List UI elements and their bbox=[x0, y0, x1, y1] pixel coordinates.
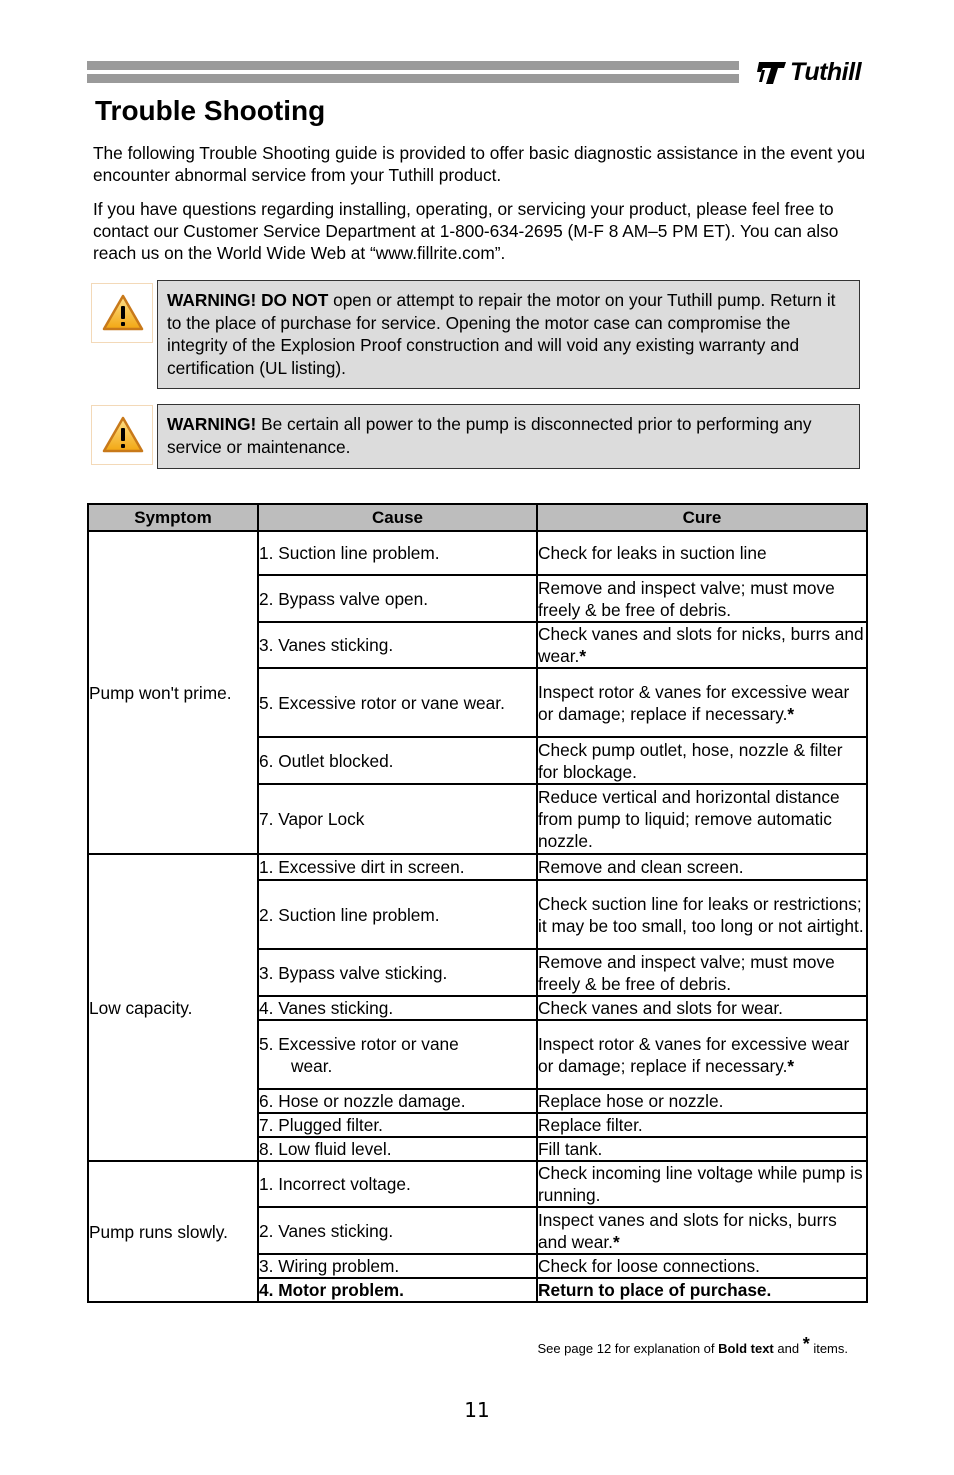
cure-text: Inspect vanes and slots for nicks, burrs and wear. bbox=[538, 1209, 837, 1252]
intro-paragraph-2: If you have questions regarding installing, operating, or servicing your product, please feel free to contact our Customer Service Department at 1-800-634-2695 (M-F 8 AM–5 PM ET). You can also reach us on the World Wide Web at “www.fillrite.com”. bbox=[93, 199, 839, 263]
cause-cell: 6. Hose or nozzle damage. bbox=[258, 1089, 537, 1113]
asterisk-mark: * bbox=[579, 646, 587, 666]
page-title: Trouble Shooting bbox=[95, 95, 326, 126]
warning-box-motor bbox=[157, 280, 860, 389]
cause-cell: 4. Vanes sticking. bbox=[258, 996, 537, 1020]
warning-icon-frame-2 bbox=[91, 405, 153, 465]
warning-lead: WARNING! bbox=[167, 414, 257, 434]
cause-cell: 1. Suction line problem. bbox=[258, 531, 537, 575]
cure-cell bbox=[537, 1020, 867, 1089]
cause-text-continued: wear. bbox=[291, 1055, 333, 1076]
footnote-bold: Bold text bbox=[718, 1341, 774, 1356]
cure-cell bbox=[537, 668, 867, 737]
cause-cell: 3. Wiring problem. bbox=[258, 1254, 537, 1278]
cure-cell: Reduce vertical and horizontal distance from pump to liquid; remove automatic nozzle. bbox=[537, 784, 867, 854]
asterisk-mark: * bbox=[612, 1231, 620, 1252]
cure-cell: Return to place of purchase. bbox=[537, 1278, 867, 1302]
cure-text: Inspect rotor & vanes for excessive wear or damage; replace if necessary. bbox=[538, 681, 850, 724]
footnote-asterisk: * bbox=[802, 1334, 810, 1354]
footnote-pre: See page 12 for explanation of bbox=[537, 1341, 719, 1356]
table-row bbox=[88, 531, 867, 575]
intro-paragraph-1: The following Trouble Shooting guide is provided to offer basic diagnostic assistance in the event you encounter abnormal service from your Tuthill product. bbox=[93, 143, 866, 185]
cure-text: Check vanes and slots for nicks, burrs and wear. bbox=[538, 624, 864, 666]
cause-cell: 1. Excessive dirt in screen. bbox=[258, 854, 537, 880]
header-symptom: Symptom bbox=[88, 504, 258, 531]
cause-cell: 3. Bypass valve sticking. bbox=[258, 949, 537, 996]
brand-name: Tuthill bbox=[790, 58, 862, 86]
cause-cell: 4. Motor problem. bbox=[258, 1278, 537, 1302]
symptom-cell: Low capacity. bbox=[88, 854, 258, 1161]
table-header-row bbox=[88, 504, 867, 531]
cause-cell: 5. Excessive rotor or vane wear. bbox=[258, 668, 537, 737]
cure-cell: Check incoming line voltage while pump is running. bbox=[537, 1161, 867, 1207]
tuthill-logo-icon bbox=[756, 60, 788, 86]
cure-cell: Replace filter. bbox=[537, 1113, 867, 1137]
tuthill-logo bbox=[756, 58, 870, 88]
cause-cell: 2. Vanes sticking. bbox=[258, 1207, 537, 1254]
warning-icon-frame-1 bbox=[91, 283, 153, 343]
warning-text: open or attempt to repair the motor on your Tuthill pump. Return it to the place of purchase for service. Opening the motor case can compromise the integrity of the Explosion Proof construction and will void any existing warranty and certification (UL listing). bbox=[167, 290, 836, 378]
header-bar-bottom bbox=[87, 74, 739, 83]
footnote bbox=[537, 1334, 848, 1356]
cause-cell: 2. Suction line problem. bbox=[258, 880, 537, 949]
warning-box-power bbox=[157, 404, 860, 469]
page-number: 11 bbox=[464, 1398, 490, 1422]
cure-cell: Check for leaks in suction line bbox=[537, 531, 867, 575]
cure-cell bbox=[537, 1207, 867, 1254]
symptom-cell: Pump runs slowly. bbox=[88, 1161, 258, 1302]
cause-text: 5. Excessive rotor or vane bbox=[259, 1033, 459, 1054]
cure-cell: Remove and inspect valve; must move freely & be free of debris. bbox=[537, 949, 867, 996]
table-row bbox=[88, 1161, 867, 1207]
warning-triangle-icon bbox=[101, 293, 145, 333]
cure-cell: Fill tank. bbox=[537, 1137, 867, 1161]
cause-cell: 8. Low fluid level. bbox=[258, 1137, 537, 1161]
cause-cell: 1. Incorrect voltage. bbox=[258, 1161, 537, 1207]
cure-cell bbox=[537, 622, 867, 668]
warning-text: Be certain all power to the pump is disconnected prior to performing any service or maintenance. bbox=[167, 414, 812, 457]
cure-text: Inspect rotor & vanes for excessive wear or damage; replace if necessary. bbox=[538, 1033, 850, 1076]
table-row bbox=[88, 854, 867, 880]
cause-cell: 3. Vanes sticking. bbox=[258, 622, 537, 668]
cure-cell: Check suction line for leaks or restrictions; it may be too small, too long or not airtight. bbox=[537, 880, 867, 949]
cause-cell: 7. Plugged filter. bbox=[258, 1113, 537, 1137]
symptom-cell: Pump won't prime. bbox=[88, 531, 258, 854]
warning-triangle-icon bbox=[101, 415, 145, 455]
cause-cell: 2. Bypass valve open. bbox=[258, 575, 537, 622]
cure-cell: Remove and inspect valve; must move freely & be free of debris. bbox=[537, 575, 867, 622]
cause-cell: 6. Outlet blocked. bbox=[258, 737, 537, 784]
footnote-mid: and bbox=[773, 1341, 803, 1356]
cure-cell: Check for loose connections. bbox=[537, 1254, 867, 1278]
warning-lead: WARNING! DO NOT bbox=[167, 290, 329, 310]
cure-cell: Replace hose or nozzle. bbox=[537, 1089, 867, 1113]
asterisk-mark: * bbox=[787, 703, 795, 724]
header-cure: Cure bbox=[537, 504, 867, 531]
cure-cell: Check pump outlet, hose, nozzle & filter for blockage. bbox=[537, 737, 867, 784]
cure-cell: Remove and clean screen. bbox=[537, 854, 867, 880]
cause-cell: 7. Vapor Lock bbox=[258, 784, 537, 854]
header-cause: Cause bbox=[258, 504, 537, 531]
footnote-post: items. bbox=[809, 1341, 848, 1356]
cause-cell bbox=[258, 1020, 537, 1089]
header-bar-top bbox=[87, 61, 739, 70]
troubleshooting-table bbox=[87, 503, 868, 1303]
cure-cell: Check vanes and slots for wear. bbox=[537, 996, 867, 1020]
asterisk-mark: * bbox=[787, 1055, 795, 1076]
